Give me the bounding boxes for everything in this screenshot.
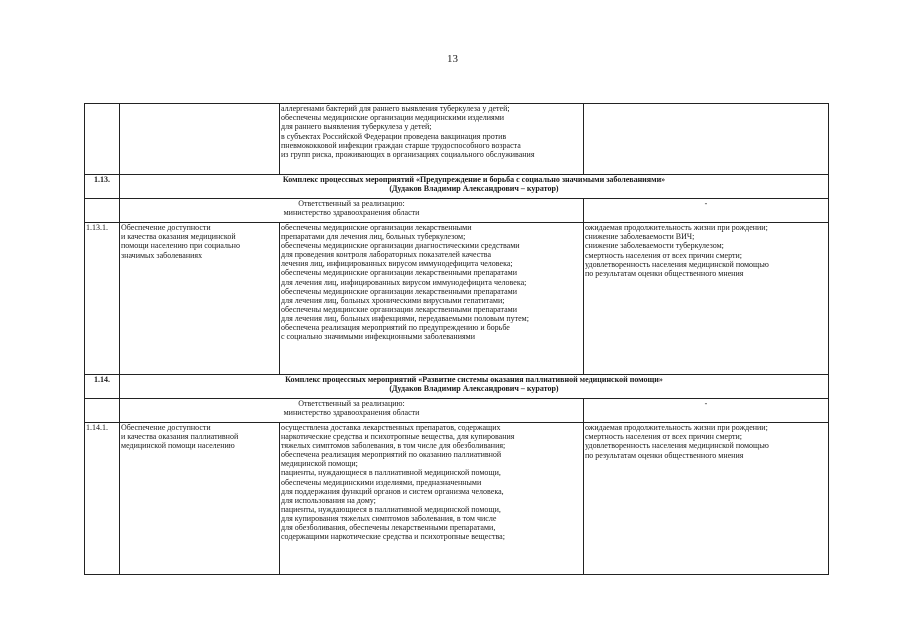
results-line: для лечения лиц, больных инфекциями, передаваемыми половым путем; [281,313,529,323]
results-line: обеспечены медицинскими изделиями, предназначенными [281,477,482,487]
indicator-line: смертность населения от всех причин смерти; [585,432,742,442]
task-cell [120,423,280,575]
results-cell [280,223,584,375]
task-line: Обеспечение доступности [121,223,211,232]
section-curator: (Дудаков Владимир Александрович – куратор) [389,184,559,194]
indicators-cell [584,223,829,375]
results-line: для использования на дому; [281,495,376,505]
results-line: обеспечена реализация мероприятий по оказанию паллиативной [281,450,502,460]
task-cell [120,104,280,175]
indicator-line: по результатам оценки общественного мнения [585,269,744,279]
indicator-line: смертность населения от всех причин смерти; [585,250,742,260]
section-curator: (Дудаков Владимир Александрович – куратор) [389,384,559,394]
task-line: и качества оказания медицинской [121,232,236,242]
results-line: для раннего выявления туберкулеза у детей; [281,122,432,132]
responsible-dash: - [584,399,829,423]
results-line: осуществлена доставка лекарственных препаратов, содержащих [281,423,501,432]
results-line: обеспечены медицинские организации лекарственными препаратами [281,304,518,314]
measures-table [84,103,829,575]
results-line: медицинской помощи; [281,459,358,469]
indicator-line: удовлетворенность населения медицинской помощью [585,441,769,451]
results-line: для лечения лиц, инфицированных вирусом иммунодефицита человека; [281,277,527,287]
results-line: обеспечены медицинские организации лекарственными препаратами [281,268,518,278]
section-header-row [85,175,829,199]
empty-cell [85,199,120,223]
results-line: содержащими наркотические средства и психотропные вещества; [281,532,505,542]
measure-number: 1.14.1. [85,423,120,575]
section-title: Комплекс процессных мероприятий «Предупреждение и борьба с социально значимыми заболеваниями» [282,175,666,184]
continuation-row [85,104,829,175]
responsible-label: Ответственный за реализацию: [298,199,405,208]
results-line: для обезболивания, обеспечены лекарственными препаратами, [281,523,496,533]
measure-row [85,423,829,575]
indicator-line: ожидаемая продолжительность жизни при рождении; [585,223,768,232]
responsible-org: министерство здравоохранения области [283,408,420,418]
indicators-cell [584,104,829,175]
results-cell [280,423,584,575]
responsible-row [85,199,829,223]
indicators-cell [584,423,829,575]
results-line: аллергенами бактерий для раннего выявления туберкулеза у детей; [281,104,510,113]
results-line: обеспечена реализация мероприятий по предупреждению и борьбе [281,323,510,333]
results-line: пациенты, нуждающиеся в паллиативной медицинской помощи, [281,504,501,514]
indicator-line: удовлетворенность населения медицинской помощью [585,259,769,269]
task-cell [120,223,280,375]
responsible-label: Ответственный за реализацию: [298,399,405,408]
results-cell [280,104,584,175]
task-line: медицинской помощи населению [121,441,235,451]
results-line: для проведения контроля лабораторных показателей качества [281,250,491,260]
results-line: с социально значимыми инфекционными заболеваниями [281,332,476,342]
indicator-line: снижение заболеваемости ВИЧ; [585,232,695,242]
number-cell [85,104,120,175]
task-line: помощи населению при социально [121,241,240,251]
indicator-line: ожидаемая продолжительность жизни при рождении; [585,423,768,432]
responsible-org: министерство здравоохранения области [283,208,420,218]
results-line: обеспечены медицинские организации лекарственными препаратами [281,286,518,296]
results-line: для купирования тяжелых симптомов заболевания, в том числе [281,513,497,523]
results-line: для поддержания функций органов и систем организма человека, [281,486,504,496]
results-line: препаратами для лечения лиц, больных туберкулезом; [281,232,466,242]
indicator-line: снижение заболеваемости туберкулезом; [585,241,724,251]
responsible-row [85,399,829,423]
results-line: пациенты, нуждающиеся в паллиативной медицинской помощи, [281,468,501,478]
results-line: обеспечены медицинские организации медицинскими изделиями [281,113,505,123]
results-line: наркотические средства и психотропные вещества, для купирования [281,432,515,442]
section-title-cell [120,375,829,399]
measure-row [85,223,829,375]
measure-number: 1.13.1. [85,223,120,375]
results-line: обеспечены медицинские организации диагностическими средствами [281,241,520,251]
task-line: Обеспечение доступности [121,423,211,432]
section-number: 1.13. [85,175,120,199]
section-number: 1.14. [85,375,120,399]
task-line: значимых заболеваниях [121,250,203,260]
results-line: пневмококковой инфекции граждан старше трудоспособного возраста [281,140,521,150]
results-line: из групп риска, проживающих в организациях социального обслуживания [281,150,535,160]
results-line: лечения лиц, инфицированных вирусом иммунодефицита человека; [281,259,513,269]
indicator-line: по результатам оценки общественного мнения [585,450,744,460]
section-title: Комплекс процессных мероприятий «Развитие системы оказания паллиативной медицинской помощи» [285,375,663,384]
responsible-cell [120,399,584,423]
responsible-cell [120,199,584,223]
task-line: и качества оказания паллиативной [121,432,239,442]
section-title-cell [120,175,829,199]
results-line: для лечения лиц, больных хроническими вирусными гепатитами; [281,295,505,305]
responsible-dash: - [584,199,829,223]
section-header-row [85,375,829,399]
empty-cell [85,399,120,423]
page-number: 13 [447,53,458,65]
results-line: в субъектах Российской Федерации проведена вакцинация против [281,131,507,141]
results-line: обеспечены медицинские организации лекарственными [281,223,472,232]
results-line: тяжелых симптомов заболевания, в том числе для обезболивания; [281,441,506,451]
